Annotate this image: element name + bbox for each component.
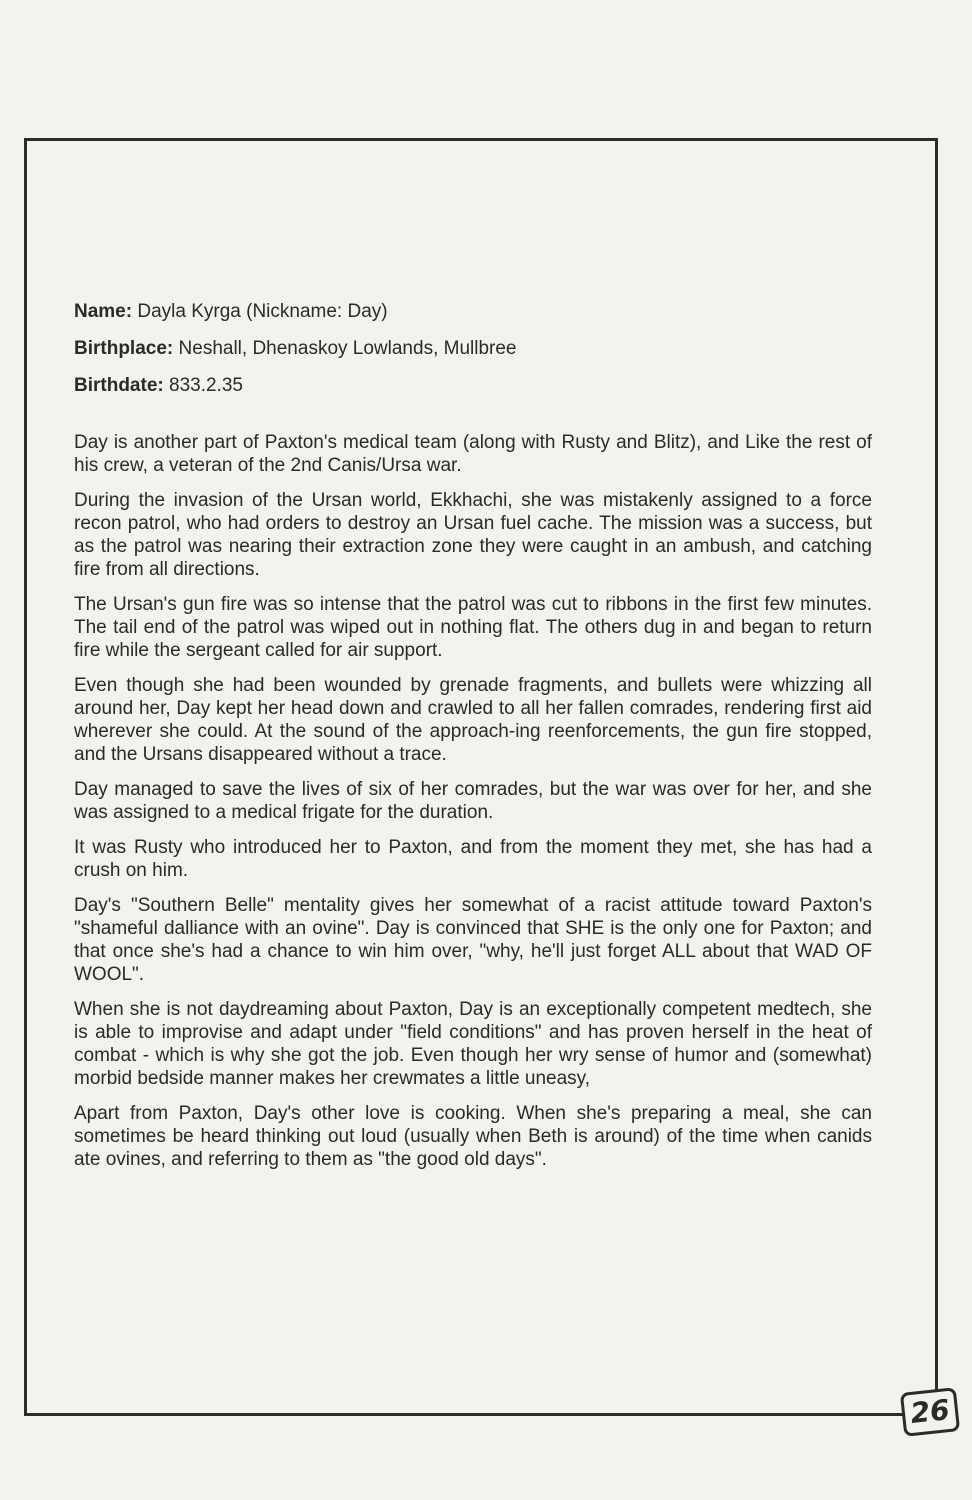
paragraph: Day is another part of Paxton's medical team (along with Rusty and Blitz), and Like the rest of his crew, a veteran of the 2nd Canis/Ursa war. <box>74 432 872 476</box>
birthplace-label: Birthplace: <box>74 338 174 359</box>
paragraph: When she is not daydreaming about Paxton, Day is an exceptionally competent medtech, she is able to improvise and adapt under "field conditions" and has proven herself in the heat of combat - which is why she got the job. Even though her wry sense of humor and (somewhat) morbid bedside manner makes her crewmates a little uneasy, <box>74 999 872 1089</box>
birthplace-value: Neshall, Dhenaskoy Lowlands, Mullbree <box>178 338 517 359</box>
paragraph: Even though she had been wounded by grenade fragments, and bullets were whizzing all around her, Day kept her head down and crawled to all her fallen comrades, rendering first aid wherever she could. At the sound of the approach-ing reenforcements, the gun fire stopped, and the Ursans disappeared without a trace. <box>74 675 872 765</box>
paragraph: The Ursan's gun fire was so intense that the patrol was cut to ribbons in the first few minutes. The tail end of the patrol was wiped out in nothing flat. The others dug in and began to return fire while the sergeant called for air support. <box>74 594 872 661</box>
paragraph: During the invasion of the Ursan world, Ekkhachi, she was mistakenly assigned to a force recon patrol, who had orders to destroy an Ursan fuel cache. The mission was a success, but as the patrol was nearing their extraction zone they were caught in an ambush, and catching fire from all directions. <box>74 490 872 580</box>
profile-header <box>74 300 872 397</box>
page-number: 26 <box>900 1387 960 1437</box>
paragraph: Apart from Paxton, Day's other love is cooking. When she's preparing a meal, she can sometimes be heard thinking out loud (usually when Beth is around) of the time when canids ate ovines, and referring to them as "the good old days". <box>74 1103 872 1170</box>
name-line <box>74 300 872 323</box>
birthplace-line <box>74 337 872 360</box>
name-value: Dayla Kyrga (Nickname: Day) <box>137 301 388 322</box>
paragraph: Day's "Southern Belle" mentality gives her somewhat of a racist attitude toward Paxton's "shameful dalliance with an ovine". Day is convinced that SHE is the only one for Paxton; and that once she's had a chance to win him over, "why, he'll just forget ALL about that WAD OF WOOL". <box>74 895 872 985</box>
birthdate-value: 833.2.35 <box>169 375 243 396</box>
paragraph: Day managed to save the lives of six of her comrades, but the war was over for her, and she was assigned to a medical frigate for the duration. <box>74 779 872 823</box>
birthdate-label: Birthdate: <box>74 375 164 396</box>
paragraph: It was Rusty who introduced her to Paxton, and from the moment they met, she has had a crush on him. <box>74 837 872 881</box>
profile-content <box>74 300 872 1183</box>
birthdate-line <box>74 374 872 397</box>
name-label: Name: <box>74 301 133 322</box>
